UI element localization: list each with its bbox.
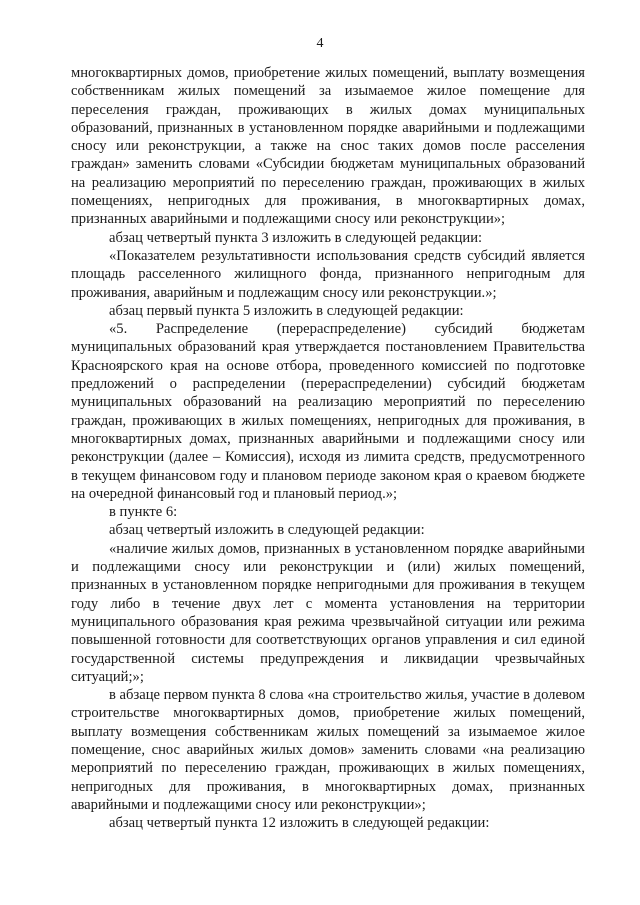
paragraph-4: абзац первый пункта 5 изложить в следующей редакции: — [109, 302, 464, 319]
paragraph-6: в пункте 6: — [109, 504, 178, 521]
paragraph-8: «наличие жилых домов, признанных в установленном порядке аварийными и подлежащими сносу или реконструкции и (или) жилых помещений, признанных в установленном порядке непригодными для проживания в текущем году либо в течение двух лет с момента установления на территории муниципального образования края режима чрезвычайной ситуации или режима повышенной готовности для соответствующих органов управления и сил единой государственной системы предупреждения и ликвидации чрезвычайных ситуаций;»; — [71, 540, 585, 685]
paragraph-1: многоквартирных домов, приобретение жилых помещений, выплату возмещения собственникам жилых помещений за изымаемое жилое помещение для переселения граждан, проживающих в жилых домах муниципальных образований, признанных в установленном порядке аварийными и подлежащими сносу или реконструкции, а также на снос таких домов после расселения граждан» заменить словами «Субсидии бюджетам муниципальных образований на реализацию мероприятий по переселению граждан, проживающих в жилых помещениях, непригодных для проживания, в многоквартирных домах, признанных аварийными и подлежащими сносу или реконструкции»; — [71, 65, 585, 228]
paragraph-5: «5. Распределение (перераспределение) субсидий бюджетам муниципальных образований края утверждается постановлением Правительства Красноярского края на основе отбора, проведенного комиссией по подготовке предложений о распределении (перераспределении) субсидий бюджетам муниципальных образований на реализацию мероприятий по переселению граждан, проживающих в жилых помещениях, непригодных для проживания, в многоквартирных домах, признанных аварийными и подлежащими сносу или реконструкции (далее – Комиссия), исходя из лимита средств, предусмотренного в текущем финансовом году и плановом периоде законом края о краевом бюджете на очередной финансовый год и плановый период.»; — [71, 321, 585, 502]
paragraph-10: абзац четвертый пункта 12 изложить в следующей редакции: — [109, 815, 490, 832]
paragraph-2: абзац четвертый пункта 3 изложить в следующей редакции: — [109, 229, 483, 246]
paragraph-7: абзац четвертый изложить в следующей редакции: — [109, 522, 425, 539]
paragraph-3: «Показателем результативности использования средств субсидий является площадь расселенного жилищного фонда, признанного непригодным для проживания, аварийным и подлежащим сносу или реконструкции.»; — [71, 247, 585, 301]
document-body — [71, 64, 585, 832]
paragraph-9: в абзаце первом пункта 8 слова «на строительство жилья, участие в долевом строительстве многоквартирных домов, приобретение жилых помещений, выплату возмещения собственникам жилых помещений за изымаемое жилое помещение, снос аварийных жилых домов» заменить словами «на реализацию мероприятий по переселению граждан, проживающих в жилых помещениях, непригодных для проживания, в многоквартирных домах, признанных аварийными и подлежащими сносу или реконструкции»; — [71, 687, 585, 813]
page-number: 4 — [316, 36, 324, 51]
